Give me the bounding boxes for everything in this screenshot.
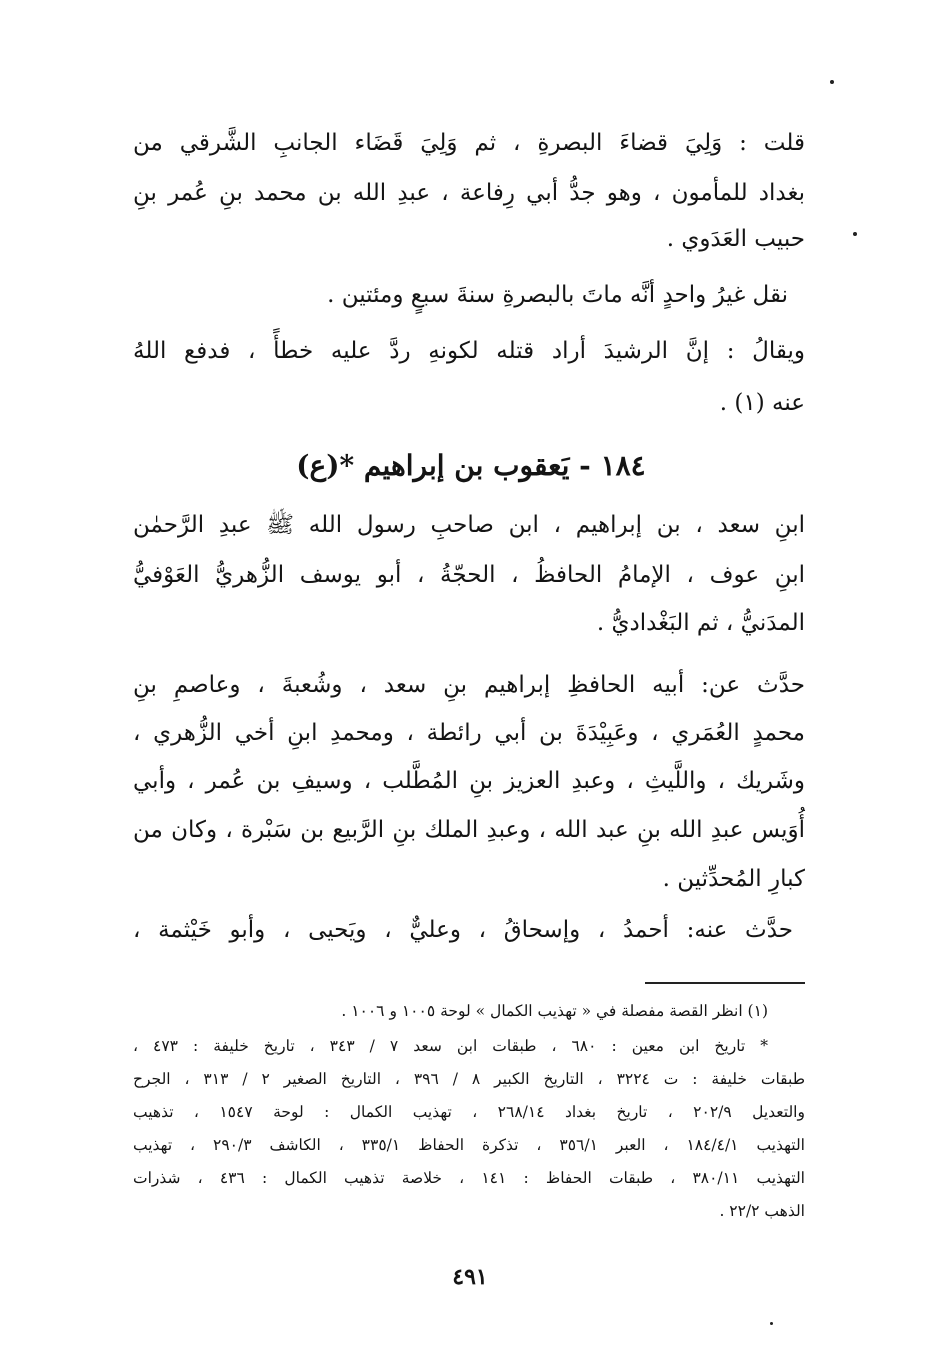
entry-heading: ١٨٤ - يَعقوب بن إبراهيم *(ع) [296,449,646,482]
scan-speck [853,232,857,236]
body-line: ويقالُ : إنَّ الرشيدَ أراد قتله لكونهِ ردَّ عليه خطأً ، فدفع اللهُ [133,338,805,364]
body-line: كبارِ المُحدِّثين . [662,866,805,892]
body-line: حبيب العَدَوي . [666,226,805,252]
body-line: ابنِ سعد ، بن إبراهيم ، ابن صاحبِ رسول الله ﷺ عبدِ الرَّحمٰن [133,512,805,538]
footnote-line: والتعديل ٢٠٢/٩ ، تاريخ بغداد ٢٦٨/١٤ ، تهذيب الكمال : لوحة ١٥٤٧ ، تذهيب [133,1103,805,1121]
footnote-separator [645,982,805,984]
body-line: وشَريك ، واللَّيثِ ، وعبدِ العزيز بنِ المُطَّلب ، وسيفِ بن عُمر ، وأبي [133,768,805,794]
body-line: قلت : وَلِيَ قضاءَ البصرةِ ، ثم وَلِيَ قَضَاء الجانبِ الشَّرقي من [133,130,805,156]
scan-speck [770,1322,773,1325]
body-line: محمدٍ العُمَري ، وعَبِيْدَةَ بن أبي رائطة ، ومحمدِ ابنِ أخي الزُّهري ، [133,720,805,746]
body-line: عنه (١) . [719,390,805,416]
footnote-line: التهذيب ١٨٤/٤/١ ، العبر ٣٥٦/١ ، تذكرة الحفاظ ٣٣٥/١ ، الكاشف ٢٩٠/٣ ، تهذيب [133,1136,805,1154]
footnote-line: * تاريخ ابن معين : ٦٨٠ ، طبقات ابن سعد ٧ / ٣٤٣ ، تاريخ خليفة : ٤٧٣ ، [133,1037,769,1055]
footnote-line: طبقات خليفة : ت ٣٢٢٤ ، التاريخ الكبير ٨ / ٣٩٦ ، التاريخ الصغير ٢ / ٣١٣ ، الجرح [133,1070,806,1088]
body-line: أُوَيس عبدِ الله بنِ عبد الله ، وعبدِ الملك بنِ الرَّبيع بن سَبْرة ، وكان من [133,817,805,843]
body-line: بغداد للمأمون ، وهو جدُّ أبي رِفاعة ، عبدِ الله بن محمد بنِ عُمر بنِ [133,180,805,206]
footnote-line: (١) انظر القصة مفصلة في « تهذيب الكمال » لوحة ١٠٠٥ و ١٠٠٦ . [341,1002,768,1020]
footnote-line: التهذيب ٣٨٠/١١ ، طبقات الحفاظ : ١٤١ ، خلاصة تذهيب الكمال : ٤٣٦ ، شذرات [133,1169,805,1187]
page-number: ٤٩١ [452,1264,488,1290]
body-line: حدَّث عنه: أحمدُ ، وإسحاقُ ، وعليٌّ ، ويَحيى ، وأبو خَيْثمة ، [133,917,793,943]
footnote-line: الذهب ٢٢/٢ . [719,1202,805,1220]
body-line: نقل غيرُ واحدٍ أنَّه ماتَ بالبصرةِ سنةَ سبعٍ ومئتين . [327,282,788,308]
body-line: حدَّث عن: أبيه الحافظِ إبراهيم بنِ سعد ، وشُعبةَ ، وعاصمِ بنِ [133,672,805,698]
body-line: ابنِ عوف ، الإمامُ الحافظُ ، الحجّةُ ، أبو يوسف الزُّهريُّ العَوْفيُّ [133,562,805,588]
body-line: المدَنيُّ ، ثم البَغْداديُّ . [596,610,805,636]
scan-speck [830,80,834,84]
